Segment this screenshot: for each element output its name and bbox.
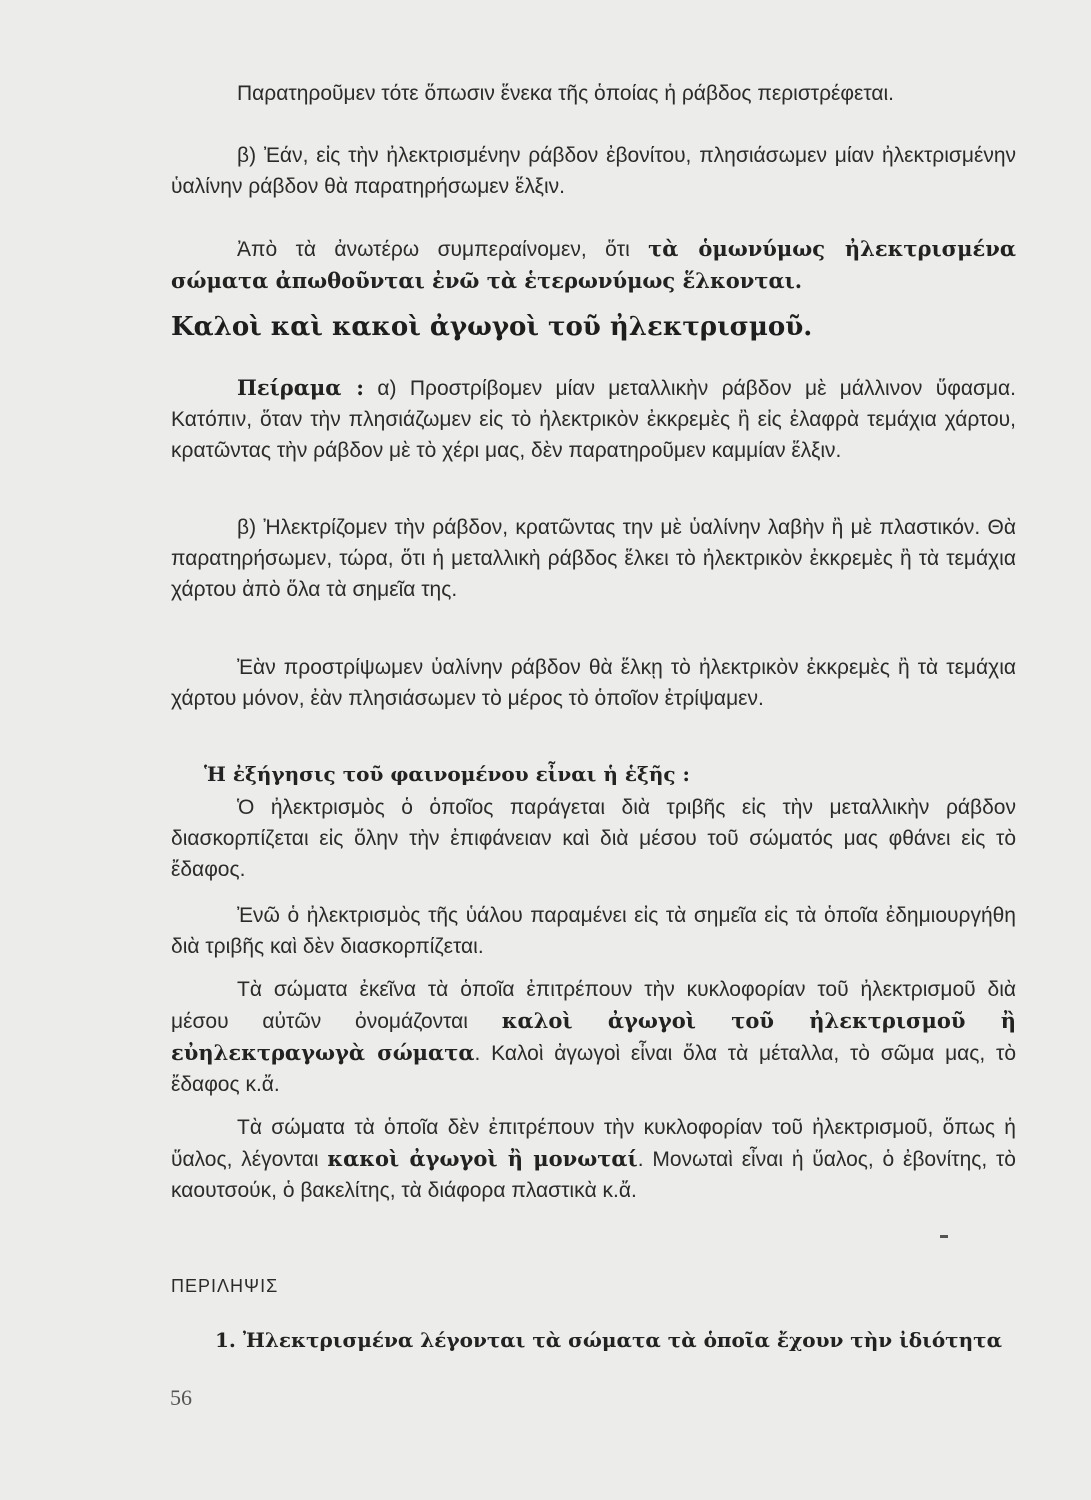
insulators-tail: . Μονωταὶ εἶναι ἡ ὕαλος, ὁ ἐβονίτης, τὸ καουτσούκ, ὁ βακελίτης, τὰ διάφορα πλαστικὰ κ.ἄ. [171,1148,1016,1202]
ink-mark [940,1235,948,1238]
good-conductors-lead: Τὰ σώματα ἐκεῖνα τὰ ὁποῖα ἐπιτρέπουν τὴν κυκλοφορίαν τοῦ ἠλεκτρισμοῦ διὰ μέσου αὐτῶν ὀνομάζονται [171,978,1016,1033]
page-number: 56 [170,1385,192,1410]
paragraph-intro: Παρατηροῦμεν τότε ὅπωσιν ἕνεκα τῆς ὁποίας ἡ ράβδος περιστρέφεται. [237,82,894,105]
paragraph-conclusion [171,233,1016,297]
paragraph-good-conductors [171,974,1016,1100]
paragraph-glass-explanation: Ἐνῶ ὁ ἠλεκτρισμὸς τῆς ὑάλου παραμένει εἰς τὰ σημεῖα εἰς τὰ ὁποῖα ἐδημιουργήθη διὰ τριβῆς καὶ δὲν διασκορπίζεται. [171,904,1016,958]
summary-title: ΠΕΡΙΛΗΨΙΣ [171,1276,279,1296]
paragraph-insulated-handle: β) Ἠλεκτρίζομεν τὴν ράβδον, κρατῶντας την μὲ ὑαλίνην λαβὴν ἢ μὲ πλαστικόν. Θὰ παρατηρήσωμεν, τώρα, ὅτι ἡ μεταλλικὴ ράβδος ἕλκει τὸ ἠλεκτρικὸν ἐκκρεμὲς ἢ τὰ τεμάχια χάρτου ἀπὸ ὅλα τὰ σημεῖα της. [171,516,1016,601]
experiment-label: Πείραμα : [237,375,364,400]
section-heading: Καλοὶ καὶ κακοὶ ἀγωγοὶ τοῦ ἠλεκτρισμοῦ. [171,312,813,342]
paragraph-insulators [171,1112,1016,1206]
explanation-heading: Ἡ ἐξήγησις τοῦ φαινομένου εἶναι ἡ ἑξῆς : [204,762,690,786]
paragraph-glass-rod: Ἐὰν προστρίψωμεν ὑαλίνην ράβδον θὰ ἕλκῃ τὸ ἠλεκτρικὸν ἐκκρεμὲς ἢ τὰ τεμάχια χάρτου μόνον, ἐὰν πλησιάσωμεν τὸ μέρος τὸ ὁποῖον ἐτρίψαμεν. [171,656,1016,710]
paragraph-experiment [171,372,1016,466]
conclusion-lead: Ἀπὸ τὰ ἀνωτέρω συμπεραίνομεν, ὅτι [237,238,649,261]
good-conductors-bold: καλοὶ ἀγωγοὶ τοῦ ἠλεκτρισμοῦ ἢ εὐηλεκτραγωγὰ σώματα [171,1008,1016,1065]
paragraph-metal-explanation: Ὁ ἠλεκτρισμὸς ὁ ὁποῖος παράγεται διὰ τριβῆς εἰς τὴν μεταλλικὴν ράβδον διασκορπίζεται εἰς ὅλην τὴν ἐπιφάνειαν καὶ διὰ μέσου τοῦ σώματός μας φθάνει εἰς τὸ ἔδαφος. [171,796,1016,881]
insulators-bold: κακοὶ ἀγωγοὶ ἢ μονωταί [327,1146,638,1171]
good-conductors-tail: . Καλοὶ ἀγωγοὶ εἶναι ὅλα τὰ μέταλλα, τὸ σῶμα μας, τὸ ἔδαφος κ.ἄ. [171,1042,1016,1096]
paragraph-ebonite: β) Ἐάν, εἰς τὴν ἠλεκτρισμένην ράβδον ἐβονίτου, πλησιάσωμεν μίαν ἠλεκτρισμένην ὑαλίνην ράβδον θὰ παρατηρήσωμεν ἕλξιν. [171,144,1016,198]
insulators-lead: Τὰ σώματα τὰ ὁποῖα δὲν ἐπιτρέπουν τὴν κυκλοφορίαν τοῦ ἠλεκτρισμοῦ, ὅπως ἡ ὕαλος, λέγονται [171,1116,1016,1171]
conclusion-bold: τὰ ὁμωνύμως ἠλεκτρισμένα σώματα ἀπωθοῦνται ἐνῶ τὰ ἑτερωνύμως ἕλκονται. [171,236,1016,293]
summary-item-1: 1. Ἠλεκτρισμένα λέγονται τὰ σώματα τὰ ὁποῖα ἔχουν τὴν ἰδιότητα [215,1328,1003,1352]
experiment-text: α) Προστρίβομεν μίαν μεταλλικὴν ράβδον μὲ μάλλινον ὕφασμα. Κατόπιν, ὅταν τὴν πλησιάζωμεν εἰς τὸ ἠλεκτρικὸν ἐκκρεμὲς ἢ εἰς ἐλαφρὰ τεμάχια χάρτου, κρατῶντας τὴν ράβδον μὲ τὸ χέρι μας, δὲν παρατηροῦμεν καμμίαν ἕλξιν. [171,377,1016,462]
